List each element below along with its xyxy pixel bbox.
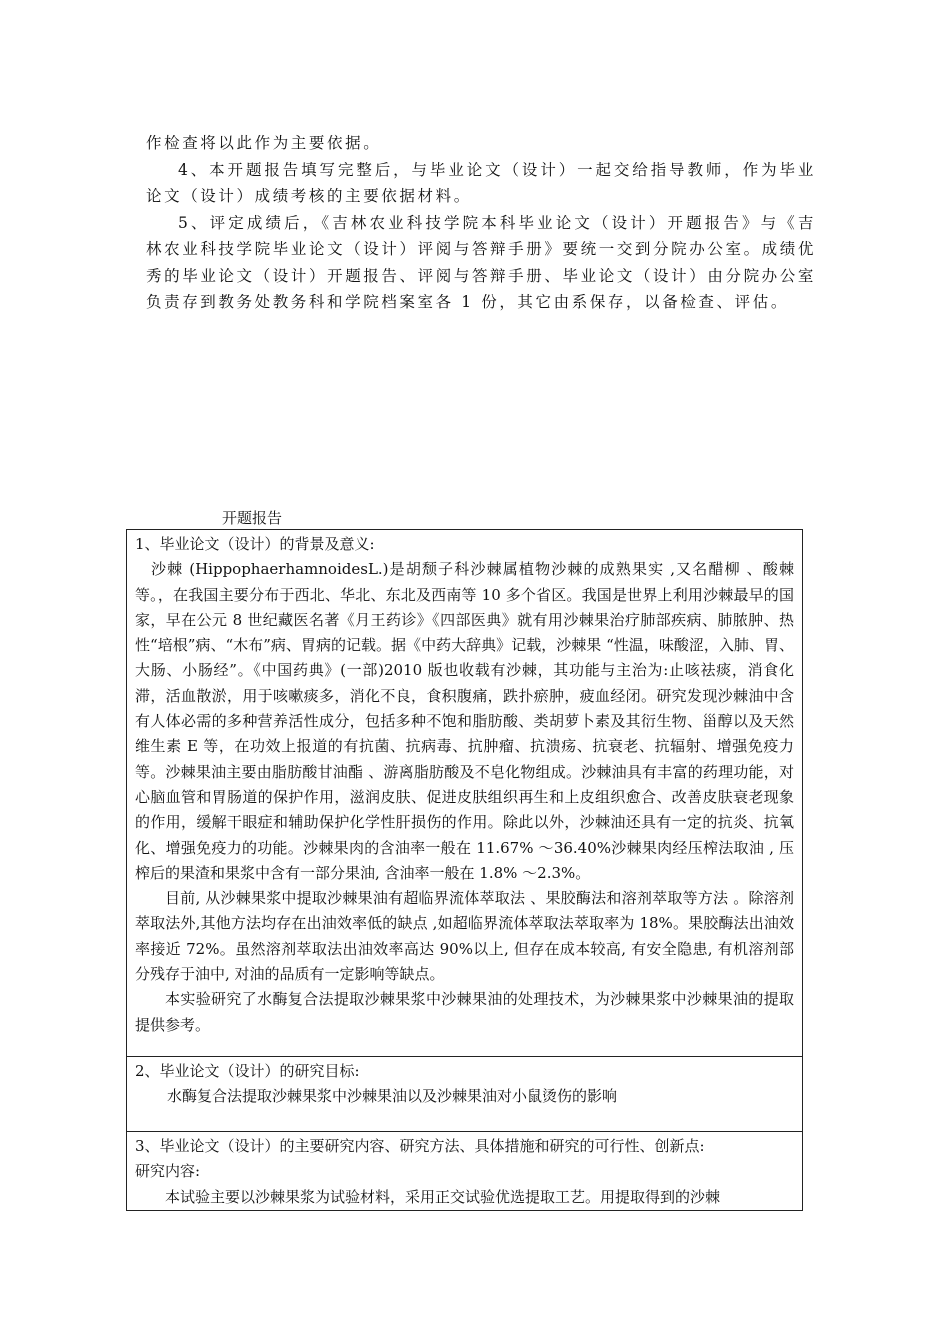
research-subheading: 研究内容: <box>135 1162 201 1181</box>
intro-item-5: 5、评定成绩后，《吉林农业科技学院本科毕业论文（设计）开题报告》与《吉林农业科技学院毕业论文（设计）评阅与答辩手册》要统一交到分院办公室。成绩优秀的毕业论文（设计）开题报告、评阅与答辩手册、毕业论文（设计）由分院办公室负责存到教务处教务科和学院档案室各 1 份，其它由系保存，以备检查、评估。 <box>146 213 816 311</box>
background-paragraph: 目前, 从沙棘果浆中提取沙棘果油有超临界流体萃取法 、果胶酶法和溶剂萃取等方法 。除溶剂萃取法外,其他方法均存在出油效率低的缺点 ,如超临界流体萃取法萃取率为 18%。果胶酶法出油效率接近 72%。虽然溶剂萃取法出油效率高达 90%以上, 但存在成本较高, 有安全隐患, 有机溶剂部分残存于油中, 对油的品质有一定影响等缺点。 <box>135 889 794 984</box>
intro-item-4: 4、本开题报告填写完整后，与毕业论文（设计）一起交给指导教师，作为毕业论文（设计）成绩考核的主要依据材料。 <box>146 160 816 205</box>
section-objective-heading: 2、毕业论文（设计）的研究目标: <box>135 1062 360 1080</box>
intro-text <box>146 130 816 316</box>
report-title: 开题报告 <box>222 509 283 527</box>
intro-continuation: 作检查将以此作为主要依据。 <box>146 134 382 152</box>
report-table <box>126 529 803 1211</box>
research-text: 本试验主要以沙棘果浆为试验材料，采用正交试验优选提取工艺。用提取得到的沙棘 <box>165 1187 721 1206</box>
background-paragraph: 沙棘 (HippophaerhamnoidesL.)是胡颓子科沙棘属植物沙棘的成熟果实 ,又名醋柳 、酸棘等。，在我国主要分布于西北、华北、东北及西南等 10 多个省区。我国是世界上利用沙棘最早的国家，早在公元 8 世纪藏医名著《月王药诊》《四部医典》就有用沙棘果治疗肺部疾病、肺脓肿、热性“培根”病、“木布”病、胃病的记载。据《中药大辞典》记载，沙棘果 “性温，味酸涩，入肺、胃、大肠、小肠经”。《中国药典》(一部)2010 版也收载有沙棘，其功能与主治为:止咳祛痰，消食化滞，活血散淤，用于咳嗽痰多，消化不良，食积腹痛，跌扑瘀肿，疲血经闭。研究发现沙棘油中含有人体必需的多种营养活性成分，包括多种不饱和脂肪酸、类胡萝卜素及其衍生物、甾醇以及天然维生素 E 等，在功效上报道的有抗菌、抗病毒、抗肿瘤、抗溃疡、抗衰老、抗辐射、增强免疫力等。沙棘果油主要由脂肪酸甘油酯 、游离脂肪酸及不皂化物组成。沙棘油具有丰富的药理功能，对心脑血管和胃肠道的保护作用，滋润皮肤、促进皮肤组织再生和上皮组织愈合、改善皮肤衰老现象的作用，缓解干眼症和辅助保护化学性肝损伤的作用。除此以外，沙棘油还具有一定的抗炎、抗氧化、增强免疫力的功能。沙棘果肉的含油率一般在 11.67% ～36.40%沙棘果肉经压榨法取油 , 压榨后的果渣和果浆中含有一部分果油, 含油率一般在 1.8% ～2.3%。 <box>135 560 794 882</box>
section-background <box>127 530 802 1057</box>
background-paragraph: 本实验研究了水酶复合法提取沙棘果浆中沙棘果油的处理技术，为沙棘果浆中沙棘果油的提取提供参考。 <box>135 990 794 1034</box>
section-research-content <box>127 1132 802 1210</box>
section-background-heading: 1、毕业论文（设计）的背景及意义: <box>135 535 375 553</box>
section-research-heading: 3、毕业论文（设计）的主要研究内容、研究方法、具体措施和研究的可行性、创新点: <box>135 1137 705 1155</box>
objective-text: 水酶复合法提取沙棘果浆中沙棘果油以及沙棘果油对小鼠烫伤的影响 <box>167 1087 618 1106</box>
section-objective <box>127 1057 802 1132</box>
